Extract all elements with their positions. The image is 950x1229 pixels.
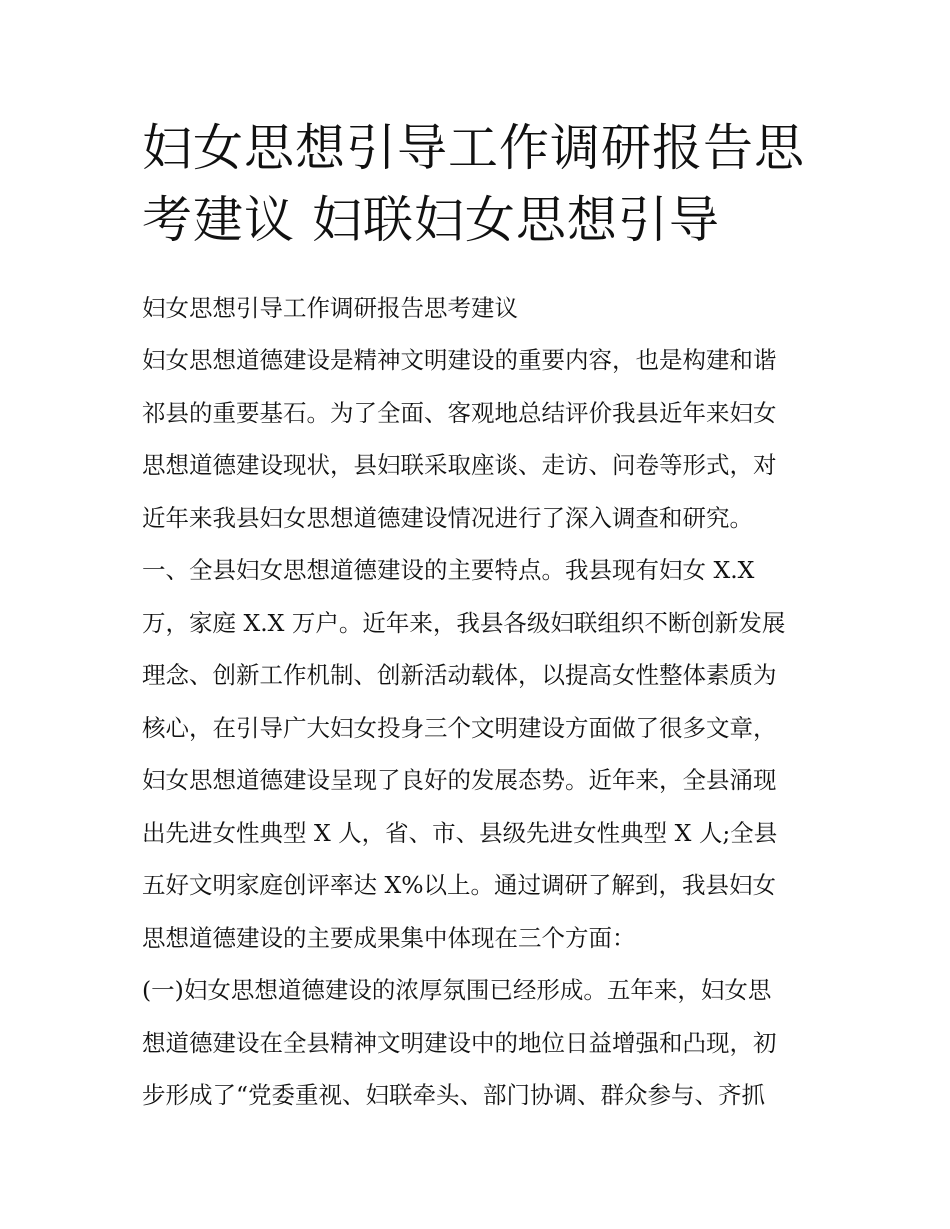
body-line: 一、全县妇女思想道德建设的主要特点。我县现有妇女 X.X xyxy=(142,556,755,584)
document-body xyxy=(142,334,822,1122)
body-line: 想道德建设在全县精神文明建设中的地位日益增强和凸现，初 xyxy=(142,1028,777,1057)
body-line: 祁县的重要基石。为了全面、客观地总结评价我县近年来妇女 xyxy=(142,398,777,427)
body-line: (一)妇女思想道德建设的浓厚氛围已经形成。五年来，妇女思 xyxy=(142,976,772,1004)
body-line: 思想道德建设现状，县妇联采取座谈、走访、问卷等形式，对 xyxy=(142,451,777,479)
document-title xyxy=(142,112,822,256)
body-line: 近年来我县妇女思想道德建设情况进行了深入调查和研究。 xyxy=(142,503,753,532)
body-line: 理念、创新工作机制、创新活动载体，以提高女性整体素质为 xyxy=(142,661,777,689)
body-line: 步形成了“党委重视、妇联牵头、部门协调、群众参与、齐抓 xyxy=(142,1081,766,1109)
body-line: 五好文明家庭创评率达 X%以上。通过调研了解到，我县妇女 xyxy=(142,871,777,899)
body-line: 妇女思想道德建设呈现了良好的发展态势。近年来，全县涌现 xyxy=(142,766,777,794)
title-line-2: 考建议 妇联妇女思想引导 xyxy=(142,191,720,249)
title-line-1: 妇女思想引导工作调研报告思 xyxy=(142,119,805,177)
body-line: 万，家庭 X.X 万户。近年来，我县各级妇联组织不断创新发展 xyxy=(142,608,786,637)
document-subtitle: 妇女思想引导工作调研报告思考建议 xyxy=(142,294,518,322)
body-line: 思想道德建设的主要成果集中体现在三个方面： xyxy=(142,923,636,952)
document-page xyxy=(142,112,822,1122)
body-line: 核心，在引导广大妇女投身三个文明建设方面做了很多文章， xyxy=(142,713,777,742)
body-line: 出先进女性典型 X 人，省、市、县级先进女性典型 X 人;全县 xyxy=(142,818,778,847)
body-line: 妇女思想道德建设是精神文明建设的重要内容，也是构建和谐 xyxy=(142,346,777,374)
